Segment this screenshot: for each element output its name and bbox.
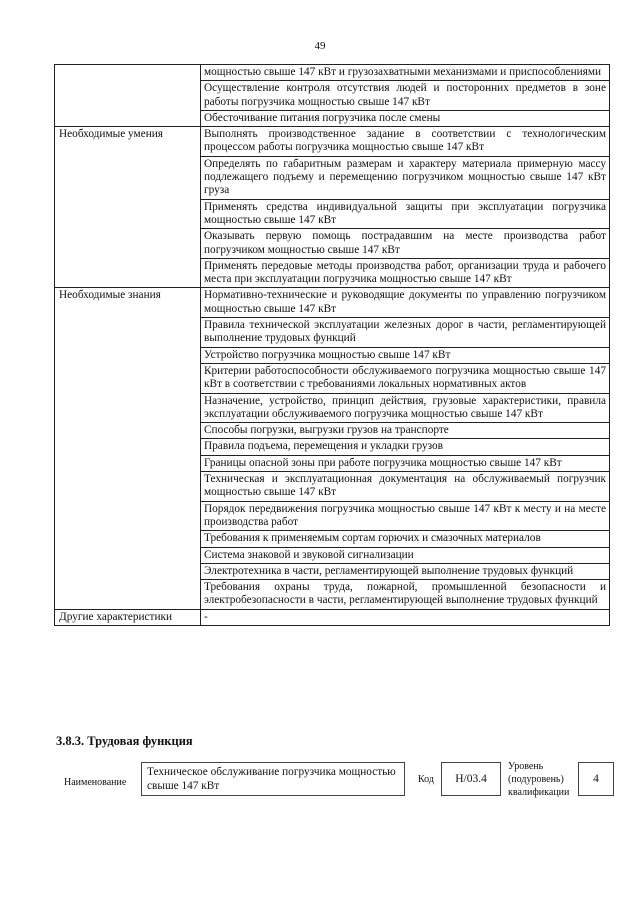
code-value-box: H/03.4 [441,762,501,796]
item-cell: Оказывать первую помощь пострадавшим на месте производства работ погрузчиком мощностью свыше 147 кВт [201,229,610,259]
item-cell: Техническая и эксплуатационная документация на обслуживаемый погрузчик мощностью свыше 147 кВт [201,472,610,502]
item-cell: Применять средства индивидуальной защиты при эксплуатации погрузчика мощностью свыше 147 кВт [201,199,610,229]
labor-function-header [56,762,616,802]
item-cell: Выполнять производственное задание в соответствии с технологическим процессом работы погрузчика мощностью свыше 147 кВт [201,127,610,157]
table-row [55,127,610,157]
section-title: 3.8.3. Трудовая функция [56,734,193,748]
item-cell: Определять по габаритным размерам и характеру материала примерную массу подлежащего подъему и перемещению погрузчиком мощностью свыше 147 кВт груза [201,156,610,199]
name-value-box: Техническое обслуживание погрузчика мощностью свыше 147 кВт [141,762,405,796]
category-cell-other: Другие характеристики [55,609,201,625]
item-cell: Требования к применяемым сортам горючих и смазочных материалов [201,531,610,547]
name-label: Наименование [64,777,127,788]
item-cell: Правила технической эксплуатации железных дорог в части, регламентирующей выполнение трудовых функций [201,318,610,348]
item-cell: Правила подъема, перемещения и укладки грузов [201,439,610,455]
table-row [55,288,610,318]
level-value-box: 4 [578,762,614,796]
item-cell: Устройство погрузчика мощностью свыше 147 кВт [201,347,610,363]
level-label-line: Уровень [508,761,544,772]
table-row [55,609,610,625]
category-cell-skills: Необходимые умения [55,127,201,288]
item-cell: Осуществление контроля отсутствия людей и посторонних предметов в зоне работы погрузчика мощностью свыше 147 кВт [201,81,610,111]
item-cell: Порядок передвижения погрузчика мощностью свыше 147 кВт к месту и на месте производства работ [201,501,610,531]
level-label-line: квалификации [508,787,570,798]
category-cell-knowledge: Необходимые знания [55,288,201,609]
item-cell: Электротехника в части, регламентирующей выполнение трудовых функций [201,563,610,579]
item-cell: Границы опасной зоны при работе погрузчика мощностью свыше 147 кВт [201,455,610,471]
item-cell: мощностью свыше 147 кВт и грузозахватными механизмами и приспособлениями [201,65,610,81]
code-label: Код [418,774,434,785]
competency-table [54,64,610,626]
level-label-line: (подуровень) [508,774,564,785]
category-cell-empty [55,65,201,127]
level-label [508,760,569,799]
page-number: 49 [314,40,326,52]
item-cell: Назначение, устройство, принцип действия, грузовые характеристики, правила эксплуатации обслуживаемого погрузчика мощностью свыше 147 кВт [201,393,610,423]
item-cell: Способы погрузки, выгрузки грузов на транспорте [201,423,610,439]
item-cell: Обесточивание питания погрузчика после смены [201,110,610,126]
item-cell: Нормативно-технические и руководящие документы по управлению погрузчиком мощностью свыше 147 кВт [201,288,610,318]
item-cell: Применять передовые методы производства работ, организации труда и рабочего места при эксплуатации погрузчика мощностью свыше 147 кВт [201,258,610,288]
table-row [55,65,610,81]
item-cell: Требования охраны труда, пожарной, промышленной безопасности и электробезопасности в части, регламентирующей выполнение трудовых функций [201,580,610,610]
item-cell: Критерии работоспособности обслуживаемого погрузчика мощностью свыше 147 кВт в соответствии с требованиями локальных нормативных актов [201,363,610,393]
item-cell: Система знаковой и звуковой сигнализации [201,547,610,563]
item-cell: - [201,609,610,625]
